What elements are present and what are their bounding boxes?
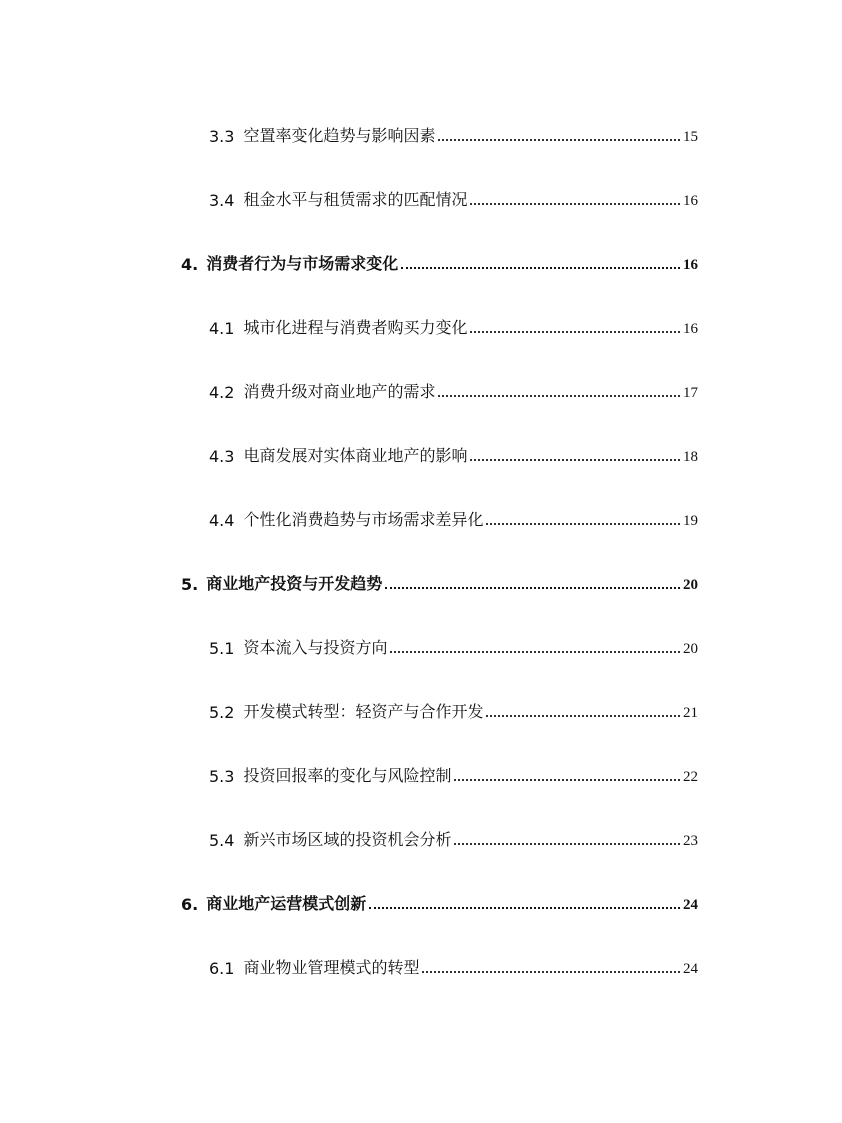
toc-entry-title: 电商发展对实体商业地产的影响 — [243, 446, 468, 465]
toc-entry-title: 开发模式转型：轻资产与合作开发 — [243, 702, 484, 721]
toc-entry-5-2[interactable] — [209, 692, 698, 722]
toc-entry-4-3[interactable] — [209, 436, 698, 466]
toc-entry-page: 21 — [683, 705, 698, 721]
dot-leader — [454, 843, 680, 845]
toc-entry-title: 个性化消费趋势与市场需求差异化 — [243, 510, 484, 529]
dot-leader — [486, 523, 680, 525]
toc-entry-5[interactable] — [181, 564, 698, 594]
dot-leader — [438, 395, 680, 397]
toc-entry-page: 19 — [683, 513, 698, 529]
toc-entry-4-1[interactable] — [209, 308, 698, 338]
toc-entry-title: 商业地产投资与开发趋势 — [206, 574, 383, 593]
dot-leader — [454, 779, 680, 781]
toc-entry-3-4[interactable] — [209, 180, 698, 210]
toc-entry-title: 投资回报率的变化与风险控制 — [243, 766, 452, 785]
toc-entry-number: 4. — [181, 255, 199, 274]
toc-entry-number: 6. — [181, 895, 199, 914]
toc-entry-page: 24 — [683, 897, 698, 913]
toc-entry-page: 23 — [683, 833, 698, 849]
toc-entry-page: 24 — [683, 961, 698, 977]
toc-entry-title: 商业物业管理模式的转型 — [243, 958, 420, 977]
toc-entry-page: 16 — [683, 321, 698, 337]
toc-entry-title: 资本流入与投资方向 — [243, 638, 388, 657]
toc-entry-page: 17 — [683, 385, 698, 401]
toc-entry-page: 16 — [683, 193, 698, 209]
toc-entry-title: 新兴市场区域的投资机会分析 — [243, 830, 452, 849]
toc-entry-3-3[interactable] — [209, 116, 698, 146]
dot-leader — [470, 331, 680, 333]
dot-leader — [385, 587, 680, 589]
toc-entry-title: 租金水平与租赁需求的匹配情况 — [243, 190, 468, 209]
toc-entry-page: 20 — [683, 577, 698, 593]
toc-entry-number: 3.3 — [209, 127, 235, 146]
toc-entry-number: 5. — [181, 575, 199, 594]
toc-entry-page: 16 — [683, 257, 698, 273]
dot-leader — [390, 651, 680, 653]
dot-leader — [486, 715, 680, 717]
toc-entry-number: 5.3 — [209, 767, 235, 786]
dot-leader — [369, 907, 680, 909]
toc-entry-number: 4.4 — [209, 511, 235, 530]
dot-leader — [470, 203, 680, 205]
dot-leader — [422, 971, 680, 973]
toc-entry-5-4[interactable] — [209, 820, 698, 850]
toc-entry-5-1[interactable] — [209, 628, 698, 658]
toc-entry-4-2[interactable] — [209, 372, 698, 402]
toc-entry-title: 商业地产运营模式创新 — [206, 894, 367, 913]
toc-entry-page: 18 — [683, 449, 698, 465]
toc-entry-page: 20 — [683, 641, 698, 657]
toc-entry-title: 消费者行为与市场需求变化 — [206, 254, 399, 273]
toc-entry-title: 消费升级对商业地产的需求 — [243, 382, 436, 401]
dot-leader — [438, 139, 680, 141]
toc-entry-page: 15 — [683, 129, 698, 145]
dot-leader — [401, 267, 680, 269]
toc-entry-title: 空置率变化趋势与影响因素 — [243, 126, 436, 145]
toc-entry-number: 6.1 — [209, 959, 235, 978]
toc-entry-number: 5.2 — [209, 703, 235, 722]
toc-entry-page: 22 — [683, 769, 698, 785]
toc-entry-number: 5.4 — [209, 831, 235, 850]
toc-entry-5-3[interactable] — [209, 756, 698, 786]
toc-entry-number: 3.4 — [209, 191, 235, 210]
toc-entry-number: 4.2 — [209, 383, 235, 402]
toc-entry-number: 4.3 — [209, 447, 235, 466]
toc-entry-6-1[interactable] — [209, 948, 698, 978]
toc-entry-number: 4.1 — [209, 319, 235, 338]
toc-entry-number: 5.1 — [209, 639, 235, 658]
toc-entry-6[interactable] — [181, 884, 698, 914]
toc-entry-4[interactable] — [181, 244, 698, 274]
toc-entry-4-4[interactable] — [209, 500, 698, 530]
dot-leader — [470, 459, 680, 461]
toc-entry-title: 城市化进程与消费者购买力变化 — [243, 318, 468, 337]
